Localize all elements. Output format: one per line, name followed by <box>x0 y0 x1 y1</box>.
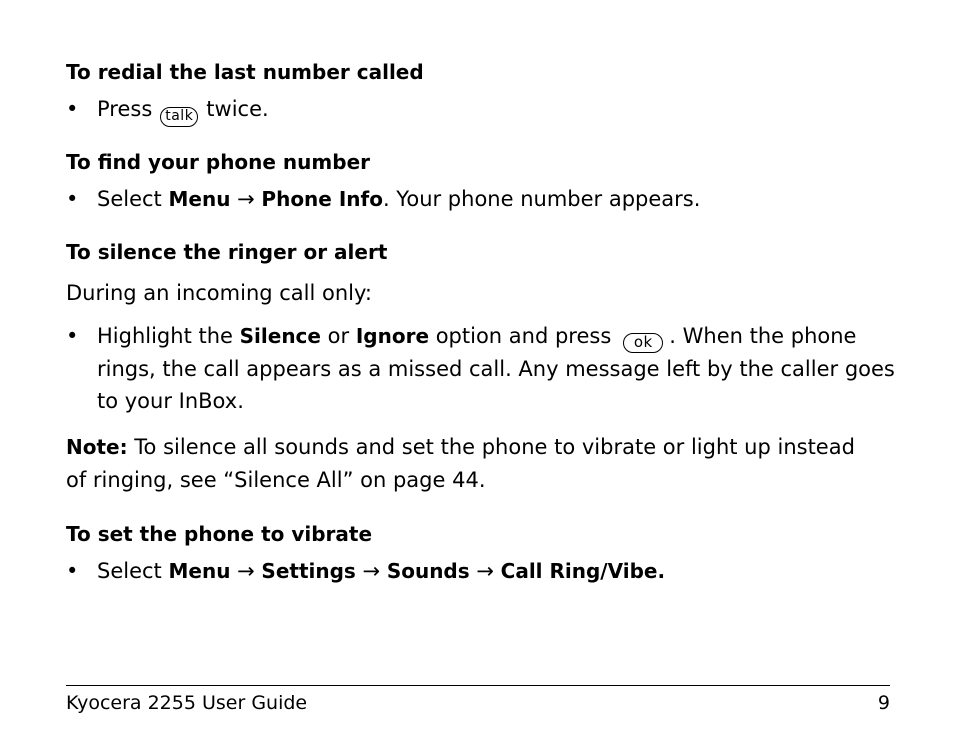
footer-rule <box>66 685 890 686</box>
text-select: Select <box>97 187 162 211</box>
text-or: or <box>327 324 350 348</box>
arrow-icon: → <box>237 187 255 211</box>
text-twice: twice. <box>206 97 269 121</box>
bullet-dot: • <box>66 187 79 211</box>
talk-key-icon: talk <box>160 107 198 127</box>
arrow-icon: → <box>362 559 381 583</box>
bullet-silence <box>66 320 895 417</box>
footer-title: Kyocera 2255 User Guide <box>66 692 308 714</box>
sounds-label: Sounds <box>386 559 470 583</box>
heading-find-number: To find your phone number <box>66 150 370 174</box>
arrow-icon: → <box>237 559 255 583</box>
ok-key-icon: ok <box>623 333 663 353</box>
text-select: Select <box>97 559 162 583</box>
phone-info-label: Phone Info <box>261 187 383 211</box>
heading-silence: To silence the ringer or alert <box>66 240 388 264</box>
ignore-label: Ignore <box>355 324 430 348</box>
arrow-icon: → <box>476 559 494 583</box>
text-option-press: option and press <box>435 324 612 348</box>
silence-line-3: to your InBox. <box>97 389 244 413</box>
heading-redial: To redial the last number called <box>66 60 424 84</box>
bullet-dot: • <box>66 559 79 583</box>
note-line-1 <box>66 431 855 463</box>
bullet-find-number <box>66 183 890 215</box>
menu-label: Menu <box>168 559 231 583</box>
heading-vibrate: To set the phone to vibrate <box>66 522 373 546</box>
note-line-2: of ringing, see “Silence All” on page 44. <box>66 468 486 492</box>
silence-intro: During an incoming call only: <box>66 281 372 305</box>
text-when-phone: . When the phone <box>669 324 857 348</box>
bullet-dot: • <box>66 97 79 121</box>
silence-label: Silence <box>239 324 321 348</box>
note-label: Note: <box>66 435 128 459</box>
text-press: Press <box>97 97 153 121</box>
bullet-redial <box>66 93 890 127</box>
settings-label: Settings <box>261 559 356 583</box>
bullet-vibrate <box>66 555 890 587</box>
page-number: 9 <box>877 692 890 714</box>
menu-label: Menu <box>168 187 231 211</box>
bullet-dot: • <box>66 324 79 348</box>
silence-line-2: rings, the call appears as a missed call. Any message left by the caller goes <box>97 357 895 381</box>
call-ring-vibe-label: Call Ring/Vibe. <box>500 559 666 583</box>
text-number-appears: . Your phone number appears. <box>382 187 701 211</box>
note-text-1: To silence all sounds and set the phone to vibrate or light up instead <box>134 435 855 459</box>
text-highlight: Highlight the <box>97 324 233 348</box>
